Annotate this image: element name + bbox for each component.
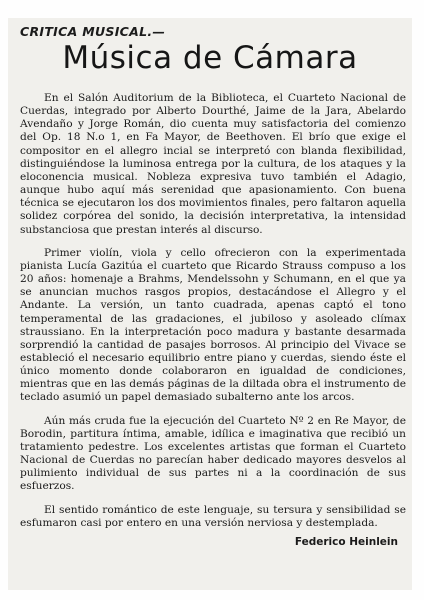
section-kicker: CRITICA MUSICAL.— bbox=[20, 24, 166, 39]
article-paragraph: El sentido romántico de este lenguaje, su tersura y sensibilidad se esfumaron casi por entero en una versión nerviosa y destemplada. bbox=[20, 503, 406, 529]
article-paragraph: Primer violín, viola y cello ofrecieron con la experimentada pianista Lucía Gazitúa el cuarteto que Ricardo Strauss compuso a los 20 años: homenaje a Brahms, Mendelssohn y Schumann, en el que ya se anuncian muchos rasgos propios, destacándose el Allegro y el Andante. La versión, un tanto cuadrada, apenas captó el tono temperamental de las gradaciones, el jubiloso y asoleado clímax straussiano. En la interpretación poco madura y bastante desarmada sorprendió la cantidad de pasajes borrosos. Al principio del Vivace se estableció el necesario equilibrio entre piano y cuerdas, siendo éste el único momento donde colaboraron en igualdad de condiciones, mientras que en las demás páginas de la diltada obra el instrumento de teclado asumió un papel demasiado subalterno ante los arcos. bbox=[20, 246, 406, 404]
author-signature: Federico Heinlein bbox=[294, 535, 398, 548]
article-headline: Música de Cámara bbox=[62, 40, 358, 76]
newspaper-clipping bbox=[8, 18, 412, 590]
article-paragraph: Aún más cruda fue la ejecución del Cuarteto Nº 2 en Re Mayor, de Borodin, partitura íntima, amable, idílica e imaginativa que recibió un tratamiento pedestre. Los excelentes artistas que forman el Cuarteto Nacional de Cuerdas no parecían haber dedicado mayores desvelos al pulimiento individual de sus partes ni a la coordinación de sus esfuerzos. bbox=[20, 414, 406, 493]
article-paragraph: En el Salón Auditorium de la Biblioteca, el Cuarteto Nacional de Cuerdas, integrado por Alberto Dourthé, Jaime de la Jara, Abelardo Avendaño y Jorge Román, dio cuenta muy satisfactoria del comienzo del Op. 18 N.o 1, en Fa Mayor, de Beethoven. El brío que exige el compositor en el allegro incial se interpretó con blanda flexibilidad, distinguiéndose la luminosa entrega por la cultura, de los ataques y la eloconencia musical. Nobleza expresiva tuvo también el Adagio, aunque hubo aquí más serenidad que apasionamiento. Con buena técnica se ejecutaron los dos movimientos finales, pero faltaron aquella solidez corpórea del sonido, la decisión interpretativa, la intensidad substanciosa que prestan interés al discurso. bbox=[20, 92, 406, 236]
article-body bbox=[20, 92, 406, 549]
